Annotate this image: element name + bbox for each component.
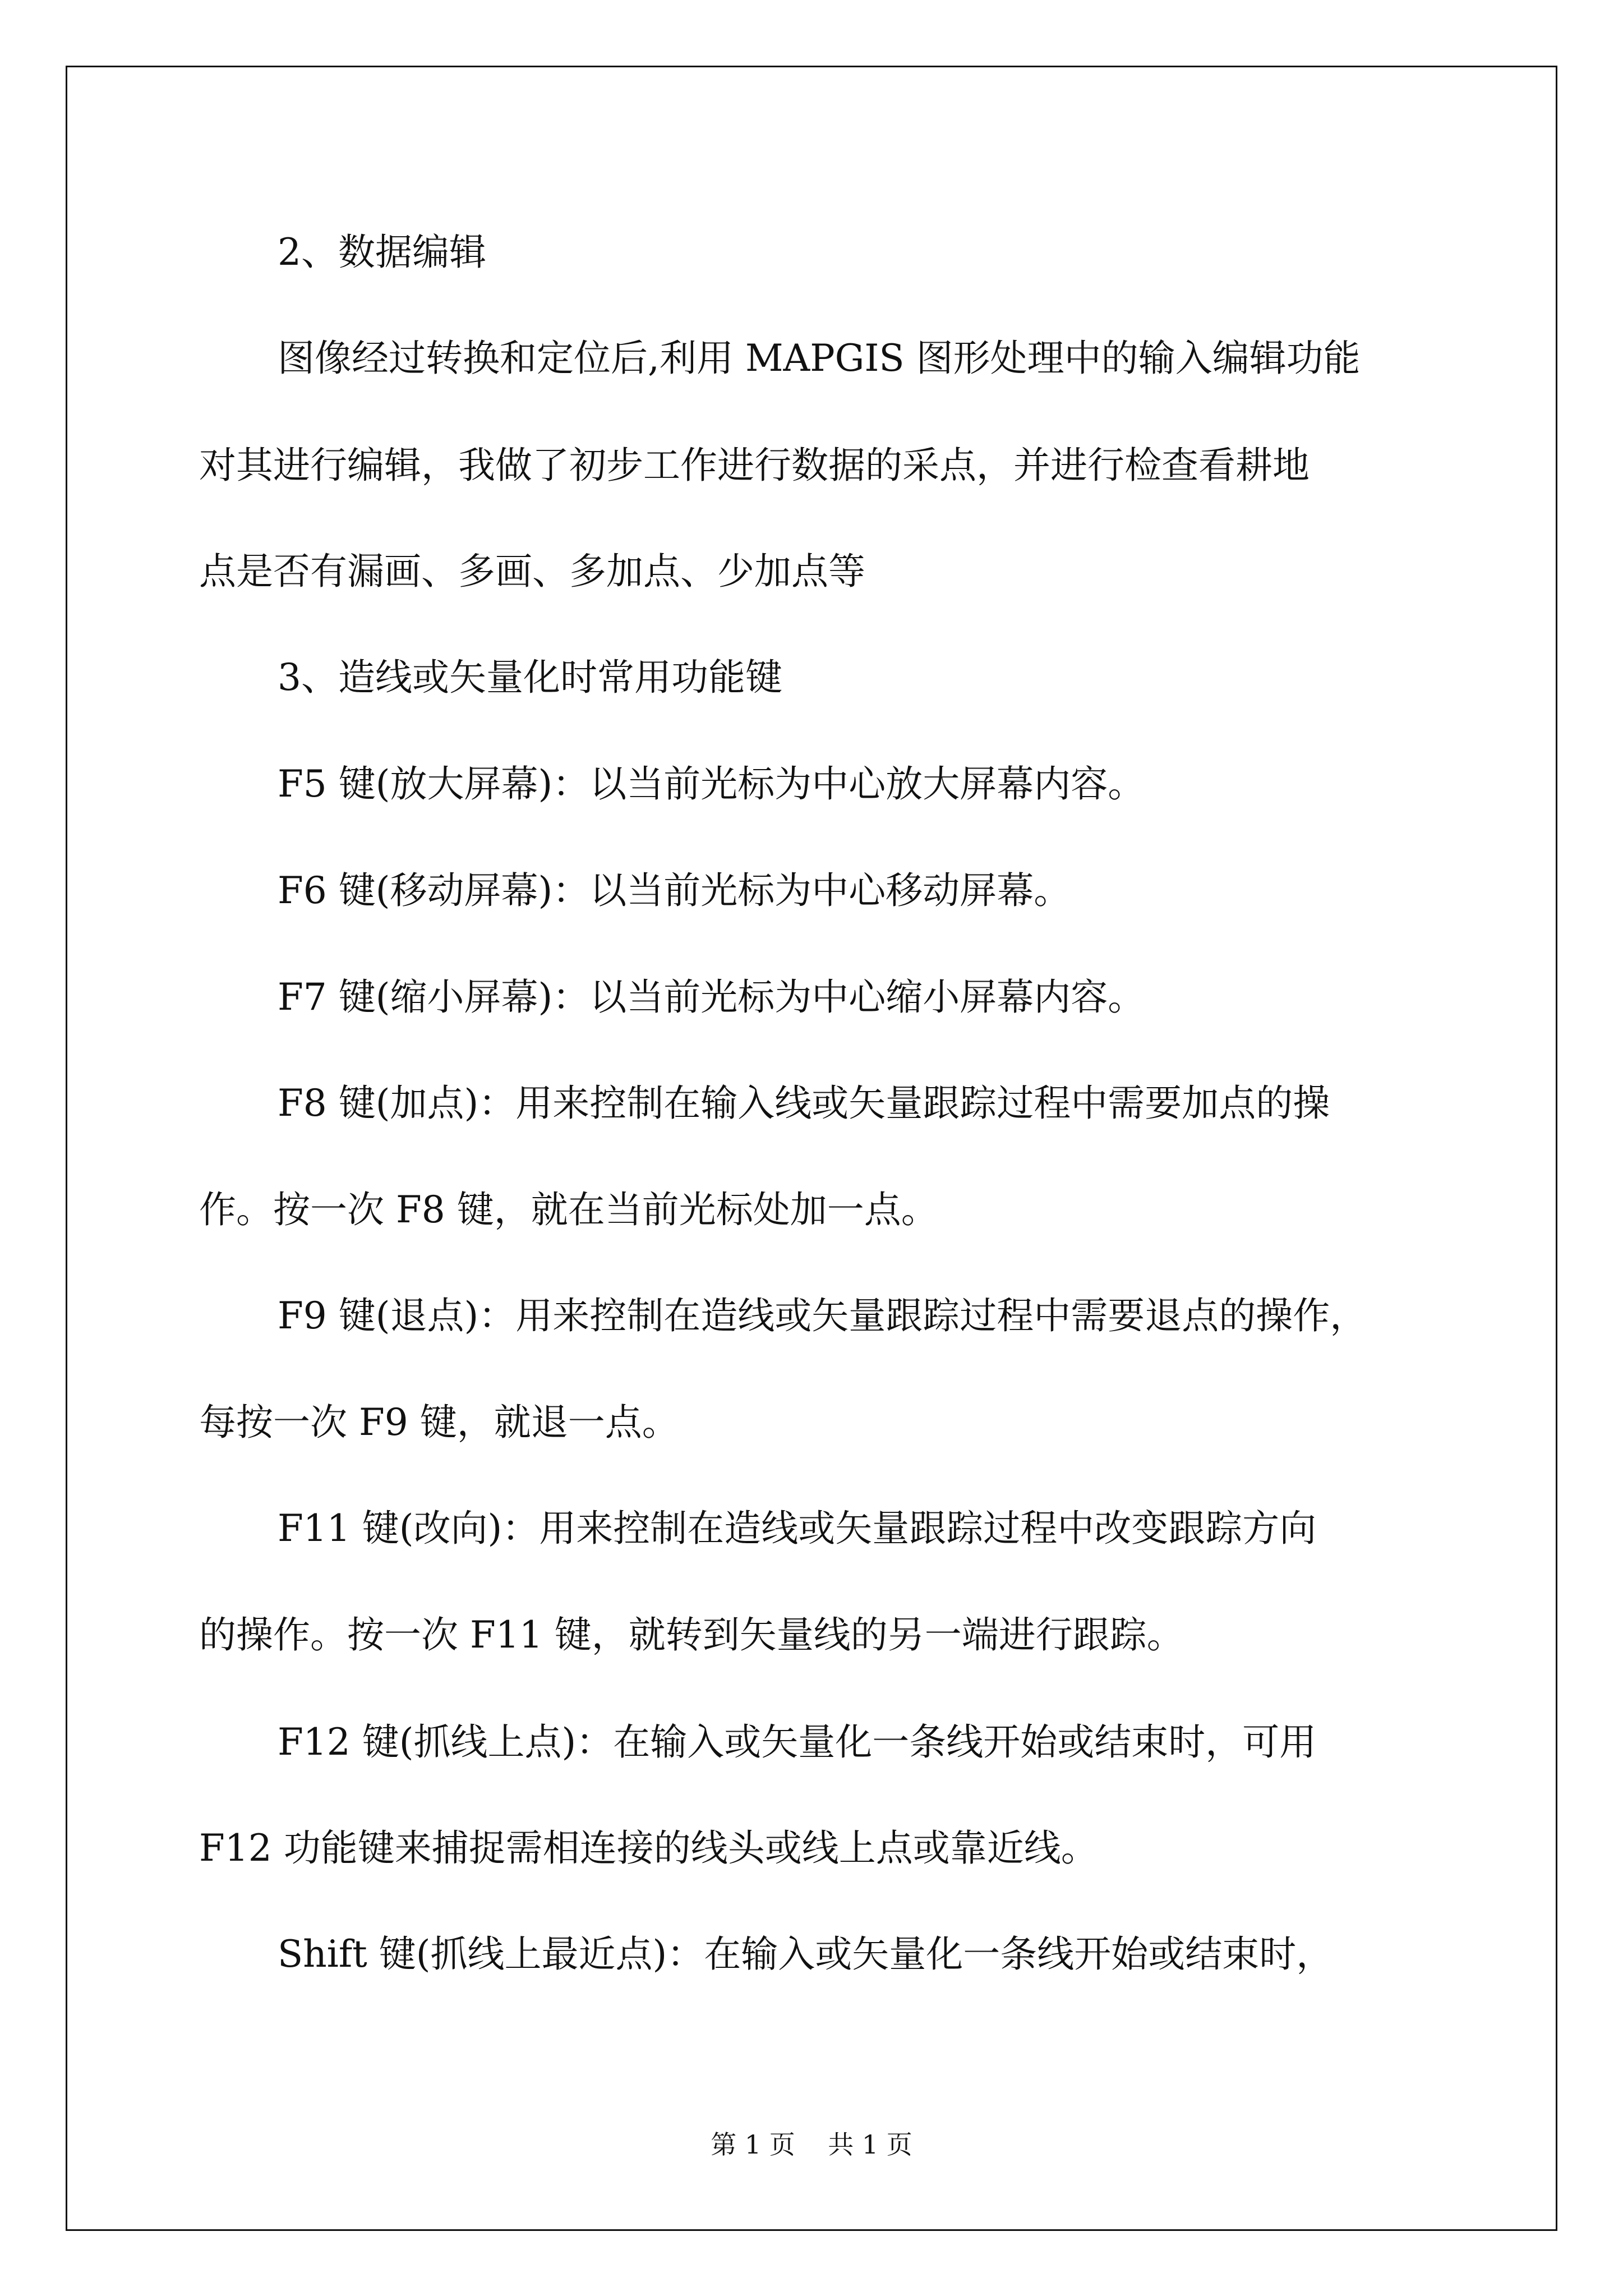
paragraph-line: F11 键(改向)：用来控制在造线或矢量跟踪过程中改变跟踪方向: [278, 1507, 1317, 1550]
paragraph-line: Shift 键(抓线上最近点)：在输入或矢量化一条线开始或结束时，: [278, 1932, 1334, 1976]
paragraph-line: F9 键(退点)：用来控制在造线或矢量跟踪过程中需要退点的操作，: [278, 1294, 1367, 1337]
paragraph-line: 作。按一次 F8 键，就在当前光标处加一点。: [199, 1188, 938, 1231]
paragraph-line: F12 键(抓线上点)：在输入或矢量化一条线开始或结束时，可用: [278, 1720, 1317, 1764]
section-heading-function-keys: 3、造线或矢量化时常用功能键: [278, 656, 782, 699]
paragraph-line: 每按一次 F9 键，就退一点。: [199, 1401, 679, 1444]
paragraph-line: 对其进行编辑，我做了初步工作进行数据的采点，并进行检查看耕地: [199, 444, 1310, 487]
paragraph-line: F12 功能键来捕捉需相连接的线头或线上点或靠近线。: [199, 1826, 1098, 1870]
section-heading-data-editing: 2、数据编辑: [278, 231, 486, 274]
paragraph-line: 的操作。按一次 F11 键，就转到矢量线的另一端进行跟踪。: [199, 1613, 1184, 1657]
paragraph-line: F8 键(加点)：用来控制在输入线或矢量跟踪过程中需要加点的操: [278, 1082, 1330, 1125]
page-number-footer: 第 1 页 共 1 页: [711, 2129, 912, 2160]
paragraph-line: F7 键(缩小屏幕)：以当前光标为中心缩小屏幕内容。: [278, 976, 1145, 1019]
paragraph-line: F5 键(放大屏幕)：以当前光标为中心放大屏幕内容。: [278, 762, 1145, 806]
paragraph-line: 点是否有漏画、多画、多加点、少加点等: [199, 550, 865, 593]
paragraph-line: F6 键(移动屏幕)：以当前光标为中心移动屏幕。: [278, 869, 1071, 912]
paragraph-line: 图像经过转换和定位后,利用 MAPGIS 图形处理中的输入编辑功能: [278, 337, 1361, 380]
page-border: [66, 66, 1557, 2231]
